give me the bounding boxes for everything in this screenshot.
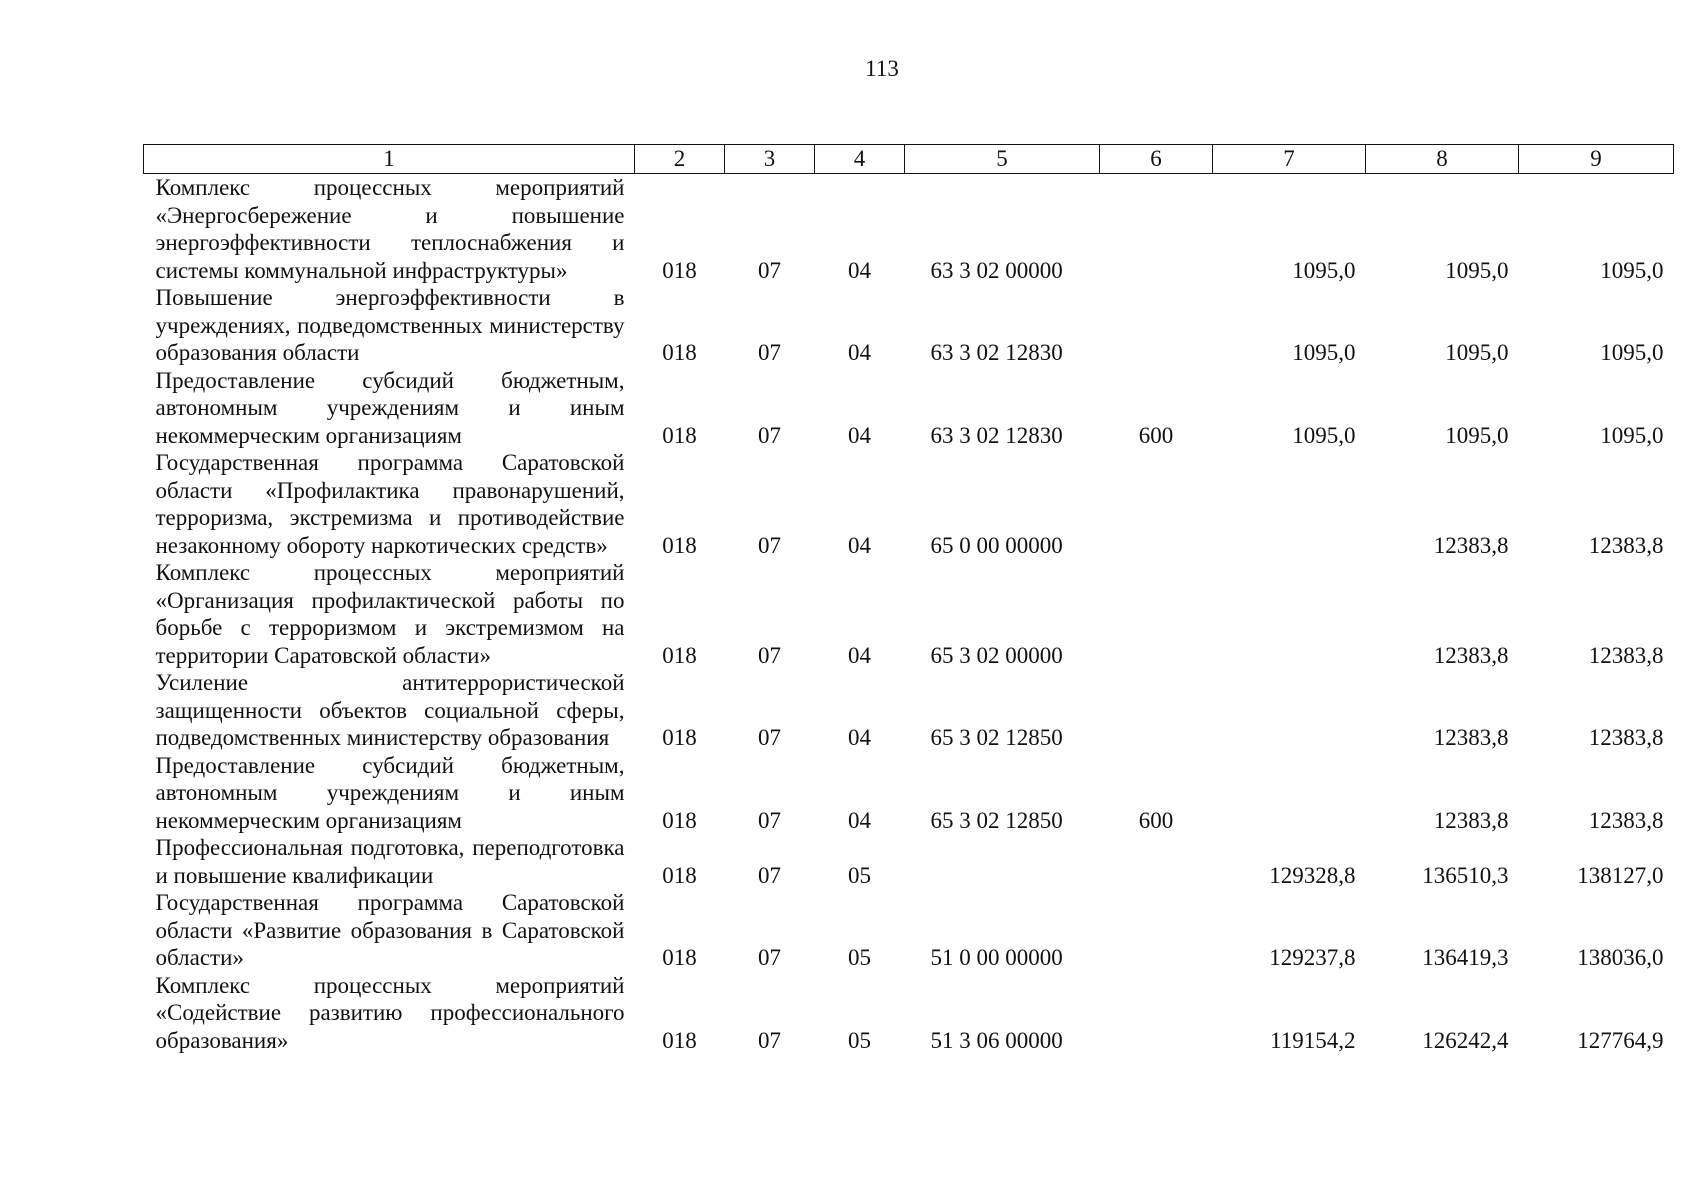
table-row bbox=[144, 972, 1674, 1055]
column-header-7: 7 bbox=[1213, 145, 1366, 174]
subsection-code: 04 bbox=[848, 422, 871, 448]
subsection-code: 05 bbox=[848, 1027, 871, 1053]
column-header-4: 4 bbox=[815, 145, 905, 174]
table-row bbox=[144, 752, 1674, 835]
row-name: Профессиональная подготовка, переподготовка и повышение квалификации bbox=[155, 835, 625, 888]
amount-col-9: 127764,9 bbox=[1577, 1027, 1664, 1053]
amount-col-8: 12383,8 bbox=[1433, 807, 1509, 833]
target-article-code: 63 3 02 00000 bbox=[930, 257, 1063, 283]
ministry-code: 018 bbox=[662, 257, 697, 283]
table-row bbox=[144, 174, 1674, 285]
row-name: Усиление антитеррористической защищенности объектов социальной сферы, подведомственных министерству образования bbox=[155, 670, 625, 750]
section-code: 07 bbox=[758, 945, 781, 970]
ministry-code: 018 bbox=[662, 807, 697, 833]
column-header-8: 8 bbox=[1366, 145, 1519, 174]
ministry-code: 018 bbox=[662, 1027, 697, 1053]
amount-col-9: 12383,8 bbox=[1588, 642, 1664, 668]
section-code: 07 bbox=[758, 422, 781, 448]
amount-col-7: 119154,2 bbox=[1270, 1027, 1356, 1053]
column-header-1: 1 bbox=[144, 145, 635, 174]
section-code: 07 bbox=[758, 257, 781, 283]
ministry-code: 018 bbox=[662, 422, 697, 448]
row-name: Комплекс процессных мероприятий «Содействие развитию профессионального образования» bbox=[155, 972, 625, 1053]
amount-col-8: 12383,8 bbox=[1433, 725, 1509, 750]
target-article-code: 63 3 02 12830 bbox=[930, 422, 1063, 448]
ministry-code: 018 bbox=[662, 532, 697, 558]
expense-type-code bbox=[1100, 834, 1213, 889]
section-code: 07 bbox=[758, 642, 781, 668]
section-code: 07 bbox=[758, 532, 781, 558]
target-article-code: 63 3 02 12830 bbox=[930, 340, 1063, 365]
row-name: Предоставление субсидий бюджетным, автономным учреждениям и иным некоммерческим организациям bbox=[155, 367, 625, 448]
row-name: Комплекс процессных мероприятий «Организация профилактической работы по борьбе с терроризмом и экстремизмом на территории Саратовской области» bbox=[155, 560, 625, 668]
subsection-code: 04 bbox=[848, 725, 871, 750]
subsection-code: 04 bbox=[848, 642, 871, 668]
amount-col-9: 1095,0 bbox=[1600, 257, 1664, 283]
amount-col-9: 1095,0 bbox=[1600, 422, 1664, 448]
table-row bbox=[144, 284, 1674, 367]
target-article-code bbox=[905, 834, 1100, 889]
expense-type-code bbox=[1100, 174, 1213, 285]
amount-col-7 bbox=[1213, 559, 1366, 669]
amount-col-8: 136510,3 bbox=[1422, 862, 1509, 888]
subsection-code: 05 bbox=[848, 862, 871, 888]
subsection-code: 04 bbox=[848, 807, 871, 833]
column-header-6: 6 bbox=[1100, 145, 1213, 174]
target-article-code: 51 0 00 00000 bbox=[930, 945, 1063, 970]
amount-col-7: 129328,8 bbox=[1269, 862, 1356, 888]
expense-type-code bbox=[1100, 449, 1213, 559]
column-header-5: 5 bbox=[905, 145, 1100, 174]
amount-col-8: 12383,8 bbox=[1433, 532, 1509, 558]
subsection-code: 05 bbox=[848, 945, 871, 970]
amount-col-7 bbox=[1213, 669, 1366, 752]
amount-col-9: 12383,8 bbox=[1588, 725, 1664, 750]
row-name: Повышение энергоэффективности в учреждениях, подведомственных министерству образования области bbox=[155, 285, 625, 365]
section-code: 07 bbox=[758, 725, 781, 750]
row-name: Комплекс процессных мероприятий «Энергосбережение и повышение энергоэффективности теплоснабжения и системы коммунальной инфраструктуры» bbox=[155, 175, 625, 283]
ministry-code: 018 bbox=[662, 340, 697, 365]
section-code: 07 bbox=[758, 340, 781, 365]
amount-col-7 bbox=[1213, 752, 1366, 835]
target-article-code: 65 3 02 00000 bbox=[930, 642, 1063, 668]
column-header-3: 3 bbox=[725, 145, 815, 174]
table-row bbox=[144, 559, 1674, 669]
row-name: Государственная программа Саратовской области «Развитие образования в Саратовской области» bbox=[155, 890, 625, 970]
amount-col-7: 1095,0 bbox=[1292, 257, 1356, 283]
section-code: 07 bbox=[758, 1027, 781, 1053]
table-row bbox=[144, 449, 1674, 559]
row-name: Государственная программа Саратовской области «Профилактика правонарушений, терроризма, экстремизма и противодействие незаконному обороту наркотических средств» bbox=[155, 450, 625, 558]
target-article-code: 65 3 02 12850 bbox=[930, 725, 1063, 750]
target-article-code: 51 3 06 00000 bbox=[930, 1027, 1063, 1053]
column-header-2: 2 bbox=[635, 145, 725, 174]
expense-type-code bbox=[1100, 559, 1213, 669]
amount-col-8: 1095,0 bbox=[1445, 257, 1509, 283]
expense-type-code bbox=[1100, 284, 1213, 367]
expense-type-code bbox=[1100, 972, 1213, 1055]
table-row bbox=[144, 834, 1674, 889]
column-header-9: 9 bbox=[1519, 145, 1674, 174]
ministry-code: 018 bbox=[662, 862, 697, 888]
section-code: 07 bbox=[758, 862, 781, 888]
amount-col-8: 126242,4 bbox=[1422, 1027, 1509, 1053]
expense-type-code: 600 bbox=[1138, 807, 1174, 833]
section-code: 07 bbox=[758, 807, 781, 833]
amount-col-9: 12383,8 bbox=[1588, 807, 1664, 833]
amount-col-7: 1095,0 bbox=[1292, 340, 1356, 365]
ministry-code: 018 bbox=[662, 725, 697, 750]
amount-col-7: 129237,8 bbox=[1269, 945, 1356, 970]
amount-col-9: 12383,8 bbox=[1588, 532, 1664, 558]
ministry-code: 018 bbox=[662, 945, 697, 970]
amount-col-9: 1095,0 bbox=[1600, 340, 1664, 365]
budget-table bbox=[143, 144, 1674, 1054]
amount-col-8: 136419,3 bbox=[1422, 945, 1509, 970]
target-article-code: 65 3 02 12850 bbox=[930, 807, 1063, 833]
amount-col-8: 1095,0 bbox=[1445, 340, 1509, 365]
subsection-code: 04 bbox=[848, 257, 871, 283]
amount-col-7: 1095,0 bbox=[1292, 422, 1356, 448]
target-article-code: 65 0 00 00000 bbox=[930, 532, 1063, 558]
table-row bbox=[144, 367, 1674, 450]
row-name: Предоставление субсидий бюджетным, автономным учреждениям и иным некоммерческим организациям bbox=[155, 752, 625, 833]
table-row bbox=[144, 669, 1674, 752]
amount-col-7 bbox=[1213, 449, 1366, 559]
amount-col-9: 138036,0 bbox=[1577, 945, 1664, 970]
amount-col-8: 12383,8 bbox=[1433, 642, 1509, 668]
expense-type-code: 600 bbox=[1138, 422, 1174, 448]
expense-type-code bbox=[1100, 669, 1213, 752]
page-number: 113 bbox=[865, 56, 899, 81]
expense-type-code bbox=[1100, 889, 1213, 972]
subsection-code: 04 bbox=[848, 532, 871, 558]
ministry-code: 018 bbox=[662, 642, 697, 668]
subsection-code: 04 bbox=[848, 340, 871, 365]
header-row bbox=[144, 145, 1674, 174]
table-row bbox=[144, 889, 1674, 972]
amount-col-8: 1095,0 bbox=[1445, 422, 1509, 448]
amount-col-9: 138127,0 bbox=[1577, 862, 1664, 888]
